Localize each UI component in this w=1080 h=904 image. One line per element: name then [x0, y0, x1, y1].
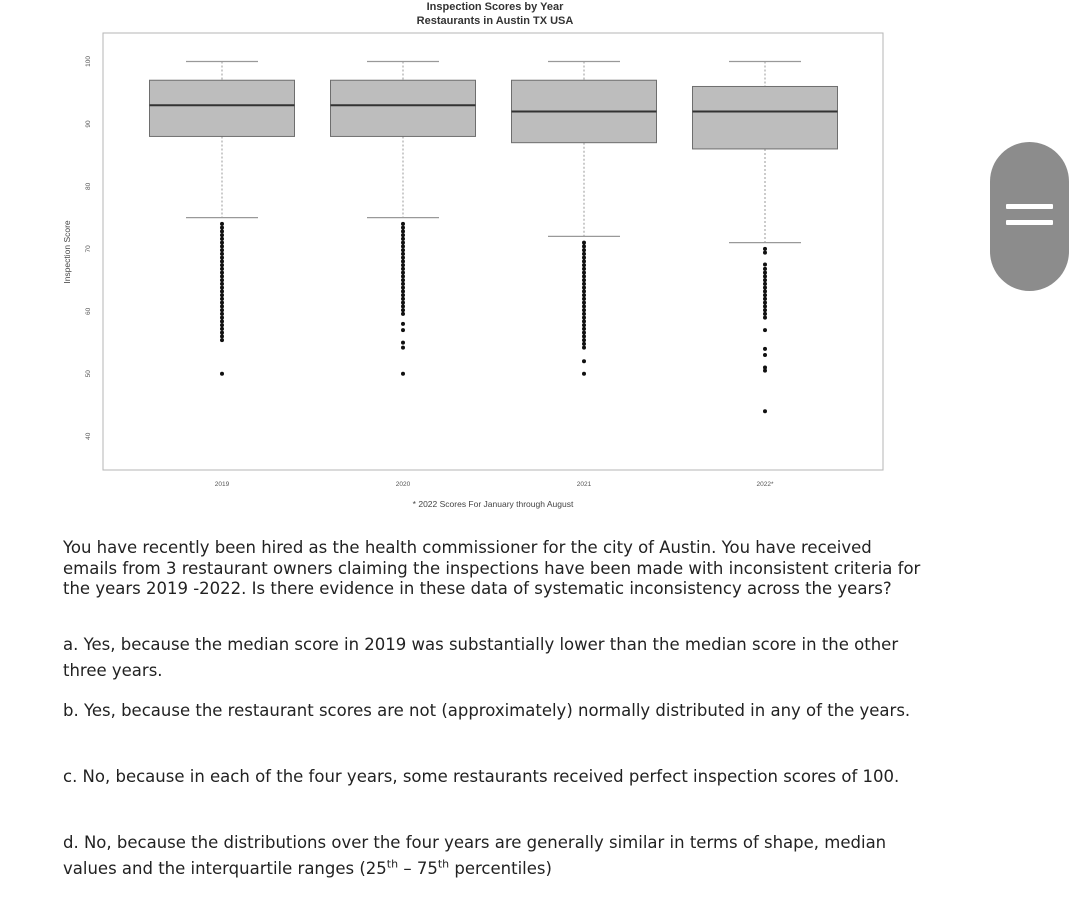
outlier-point [763, 267, 767, 271]
outlier-point [582, 308, 586, 312]
outlier-point [220, 244, 224, 248]
outlier-point [763, 247, 767, 251]
outlier-point [582, 316, 586, 320]
outlier-point [763, 262, 767, 266]
outlier-point [763, 293, 767, 297]
outlier-point [763, 312, 767, 316]
outlier-point [401, 241, 405, 245]
box-2022 [693, 61, 838, 413]
outlier-point [220, 229, 224, 233]
outlier-point [220, 222, 224, 226]
y-axis-label: Inspection Score [62, 220, 72, 284]
y-tick-label: 90 [85, 120, 92, 128]
outlier-point [220, 248, 224, 252]
outlier-point [763, 304, 767, 308]
outlier-point [582, 286, 586, 290]
y-tick-label: 40 [85, 432, 92, 440]
outlier-point [220, 323, 224, 327]
option-d-sup-1: th [386, 857, 399, 871]
outlier-point [220, 304, 224, 308]
y-tick-label: 70 [85, 245, 92, 253]
iqr-box [150, 80, 295, 136]
outlier-point [220, 338, 224, 342]
outlier-point [401, 226, 405, 230]
outlier-point [582, 256, 586, 260]
outlier-point [401, 322, 405, 326]
outlier-point [220, 237, 224, 241]
outlier-point [220, 256, 224, 260]
option-d-text: d. No, because the distributions over the four years are generally similar in terms of shape, median values and the interquartile ranges (25 [63, 833, 887, 878]
boxplot-svg [0, 0, 900, 520]
outlier-point [401, 341, 405, 345]
answer-option-c[interactable]: c. No, because in each of the four years, some restaurants received perfect inspection scores of 100. [63, 767, 900, 786]
outlier-point [763, 369, 767, 373]
answer-option-b[interactable]: b. Yes, because the restaurant scores are not (approximately) normally distributed in any of the years. [63, 701, 911, 720]
outlier-point [401, 312, 405, 316]
outlier-point [582, 252, 586, 256]
outlier-point [582, 274, 586, 278]
outlier-point [582, 372, 586, 376]
outlier-point [582, 301, 586, 305]
outlier-point [401, 229, 405, 233]
chart-title: Inspection Scores by Year [426, 1, 564, 13]
outlier-point [220, 286, 224, 290]
outlier-point [582, 331, 586, 335]
box-2019 [150, 61, 295, 375]
outlier-point [401, 286, 405, 290]
outlier-point [582, 248, 586, 252]
outlier-point [582, 263, 586, 267]
outlier-point [401, 267, 405, 271]
outlier-point [763, 409, 767, 413]
outlier-point [763, 347, 767, 351]
outlier-point [220, 226, 224, 230]
outlier-point [401, 308, 405, 312]
outlier-point [582, 323, 586, 327]
option-d-text-mid: – 75 [398, 859, 438, 878]
answer-option-a[interactable]: a. Yes, because the median score in 2019 was substantially lower than the median score in the other three years. [63, 635, 899, 680]
outlier-point [220, 334, 224, 338]
outlier-point [582, 267, 586, 271]
outlier-point [582, 297, 586, 301]
outlier-point [220, 252, 224, 256]
outlier-point [763, 297, 767, 301]
outlier-point [763, 286, 767, 290]
outlier-point [582, 271, 586, 275]
outlier-point [220, 289, 224, 293]
outlier-point [401, 248, 405, 252]
outlier-point [401, 237, 405, 241]
iqr-box [331, 80, 476, 136]
outlier-point [763, 289, 767, 293]
drag-handle-button[interactable] [990, 142, 1069, 291]
outlier-point [401, 274, 405, 278]
outlier-point [401, 278, 405, 282]
outlier-point [220, 319, 224, 323]
outlier-point [582, 334, 586, 338]
x-tick-label: 2022* [756, 481, 774, 488]
outlier-point [582, 282, 586, 286]
outlier-point [763, 251, 767, 255]
outlier-point [220, 297, 224, 301]
iqr-box [693, 86, 838, 148]
outlier-point [220, 271, 224, 275]
outlier-point [763, 278, 767, 282]
outlier-point [220, 293, 224, 297]
outlier-point [582, 312, 586, 316]
outlier-point [220, 274, 224, 278]
outlier-point [401, 289, 405, 293]
drag-handle-icon [1006, 204, 1053, 230]
outlier-point [582, 244, 586, 248]
outlier-point [220, 263, 224, 267]
outlier-point [582, 359, 586, 363]
outlier-point [582, 342, 586, 346]
y-tick-label: 50 [85, 370, 92, 378]
answer-option-d[interactable] [63, 830, 923, 882]
y-tick-label: 80 [85, 182, 92, 191]
outlier-point [401, 256, 405, 260]
question-text: You have recently been hired as the health commissioner for the city of Austin. You have received emails from 3 restaurant owners claiming the inspections have been made with inconsistent criteria for the years 2019 -2022. Is there evidence in these data of systematic inconsistency across the years? [63, 538, 921, 598]
outlier-point [763, 274, 767, 278]
option-d-sup-2: th [437, 857, 450, 871]
outlier-point [220, 308, 224, 312]
option-d-text-end: percentiles) [449, 859, 552, 878]
outlier-point [582, 346, 586, 350]
outlier-point [401, 233, 405, 237]
outlier-point [582, 259, 586, 263]
outlier-point [220, 267, 224, 271]
outlier-point [401, 304, 405, 308]
outlier-point [220, 327, 224, 331]
chart-footnote: * 2022 Scores For January through August [412, 499, 574, 509]
outlier-point [763, 308, 767, 312]
outlier-point [220, 233, 224, 237]
outlier-point [220, 259, 224, 263]
outlier-point [220, 278, 224, 282]
outlier-point [220, 312, 224, 316]
outlier-point [401, 301, 405, 305]
outlier-point [401, 346, 405, 350]
outlier-point [220, 282, 224, 286]
outlier-point [401, 252, 405, 256]
outlier-point [401, 271, 405, 275]
outlier-point [582, 304, 586, 308]
outlier-point [582, 241, 586, 245]
outlier-point [401, 244, 405, 248]
outlier-point [401, 259, 405, 263]
outlier-point [401, 328, 405, 332]
x-tick-label: 2020 [395, 481, 411, 488]
outlier-point [401, 282, 405, 286]
outlier-point [582, 327, 586, 331]
outlier-point [582, 338, 586, 342]
outlier-point [220, 301, 224, 305]
outlier-point [220, 372, 224, 376]
outlier-point [220, 316, 224, 320]
y-tick-label: 60 [85, 307, 92, 315]
outlier-point [763, 282, 767, 286]
x-tick-label: 2021 [576, 481, 592, 488]
outlier-point [582, 293, 586, 297]
outlier-point [401, 222, 405, 226]
outlier-point [582, 278, 586, 282]
outlier-point [763, 316, 767, 320]
outlier-point [401, 297, 405, 301]
outlier-point [763, 301, 767, 305]
outlier-point [401, 293, 405, 297]
y-tick-label: 100 [85, 56, 92, 67]
boxplot-chart [0, 0, 900, 520]
chart-subtitle: Restaurants in Austin TX USA [416, 15, 574, 27]
outlier-point [582, 289, 586, 293]
outlier-point [220, 331, 224, 335]
outlier-point [582, 319, 586, 323]
outlier-point [401, 372, 405, 376]
outlier-point [763, 271, 767, 275]
box-2021 [512, 61, 657, 375]
x-tick-label: 2019 [214, 481, 230, 488]
outlier-point [220, 241, 224, 245]
box-2020 [331, 61, 476, 375]
outlier-point [401, 263, 405, 267]
outlier-point [763, 328, 767, 332]
outlier-point [763, 353, 767, 357]
